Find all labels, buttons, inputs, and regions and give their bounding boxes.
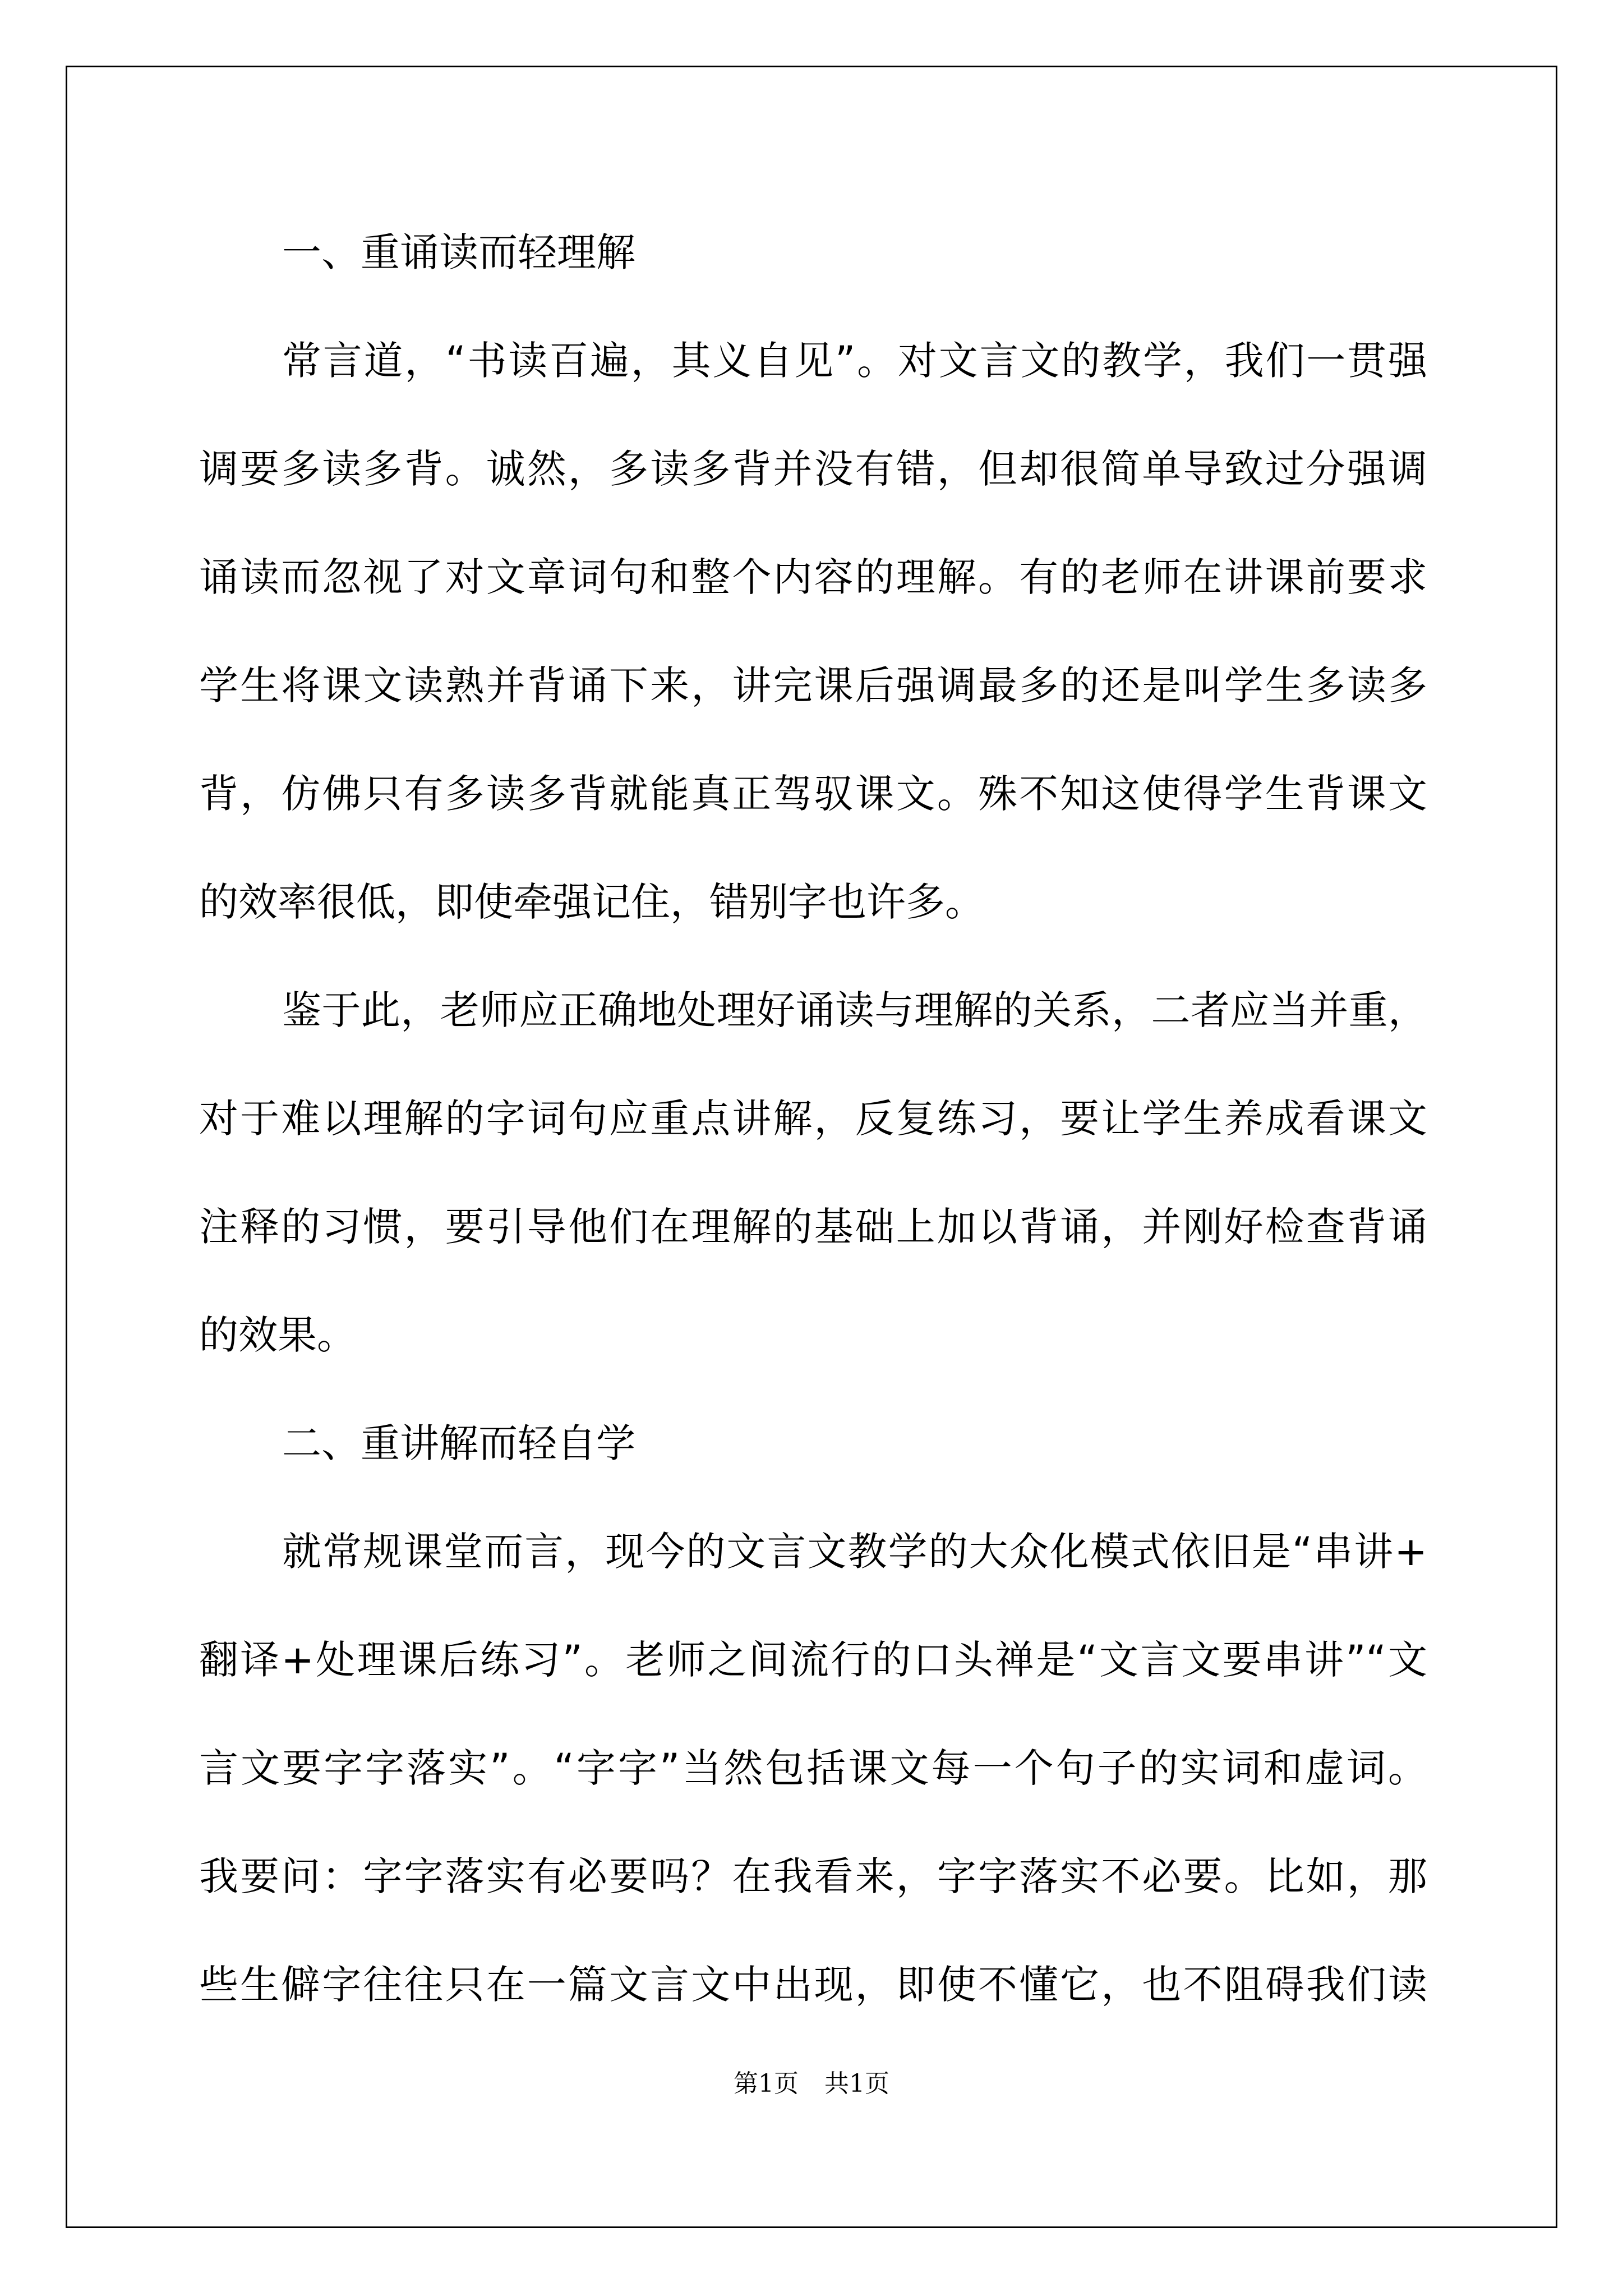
paragraph-line: 调要多读多背。诚然，多读多背并没有错，但却很简单导致过分强调 bbox=[199, 446, 1427, 492]
paragraph-line: 些生僻字往往只在一篇文言文中出现，即使不懂它，也不阻碍我们读 bbox=[199, 1962, 1427, 2008]
paragraph-line: 言文要字字落实”。“字字”当然包括课文每一个句子的实词和虚词。 bbox=[199, 1745, 1427, 1791]
paragraph-line: 的效率很低，即使牵强记住，错别字也许多。 bbox=[199, 879, 984, 925]
paragraph-line: 我要问：字字落实有必要吗？在我看来，字字落实不必要。比如，那 bbox=[199, 1853, 1427, 1899]
page-footer bbox=[0, 2067, 1623, 2101]
total-pages: 共1页 bbox=[824, 2069, 889, 2098]
paragraph-line: 学生将课文读熟并背诵下来，讲完课后强调最多的还是叫学生多读多 bbox=[199, 662, 1427, 708]
section-heading-2: 二、重讲解而轻自学 bbox=[282, 1420, 635, 1466]
paragraph-line: 常言道，“书读百遍，其义自见”。对文言文的教学，我们一贯强 bbox=[282, 338, 1427, 384]
paragraph-line: 背，仿佛只有多读多背就能真正驾驭课文。殊不知这使得学生背课文 bbox=[199, 771, 1427, 817]
section-heading-1: 一、重诵读而轻理解 bbox=[282, 229, 635, 275]
paragraph-line: 就常规课堂而言，现今的文言文教学的大众化模式依旧是“串讲+ bbox=[282, 1529, 1427, 1575]
paragraph-line: 翻译+处理课后练习”。老师之间流行的口头禅是“文言文要串讲”“文 bbox=[199, 1637, 1427, 1683]
paragraph-line: 诵读而忽视了对文章词句和整个内容的理解。有的老师在讲课前要求 bbox=[199, 554, 1427, 600]
paragraph-line: 对于难以理解的字词句应重点讲解，反复练习，要让学生养成看课文 bbox=[199, 1096, 1427, 1142]
paragraph-line: 的效果。 bbox=[199, 1312, 356, 1358]
paragraph-line: 鉴于此，老师应正确地处理好诵读与理解的关系，二者应当并重， bbox=[282, 987, 1427, 1033]
page-number: 第1页 bbox=[734, 2069, 799, 2098]
paragraph-line: 注释的习惯，要引导他们在理解的基础上加以背诵，并刚好检查背诵 bbox=[199, 1204, 1427, 1250]
